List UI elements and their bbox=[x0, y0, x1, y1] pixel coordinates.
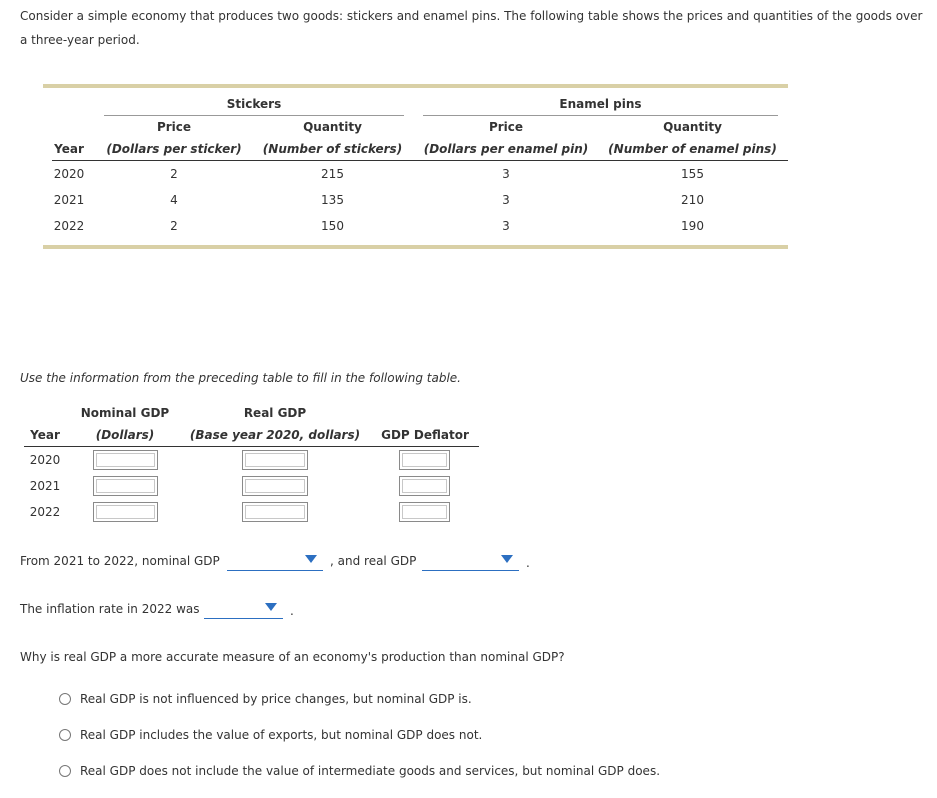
group-rule-stickers bbox=[104, 115, 404, 116]
chevron-down-icon bbox=[265, 603, 277, 611]
table-cell-year: 2021 bbox=[29, 479, 61, 493]
col-header-sticker-price: Price bbox=[156, 120, 192, 134]
radio-button[interactable] bbox=[59, 693, 71, 705]
table-cell-year: 2022 bbox=[29, 505, 61, 519]
table-cell-pin-price: 3 bbox=[502, 167, 510, 181]
intro-text: Consider a simple economy that produces two goods: stickers and enamel pins. The following table shows the prices and quantities of the goods over a three-year period. bbox=[20, 9, 923, 47]
nominal-gdp-2022-input[interactable] bbox=[93, 502, 158, 522]
col-header-real-gdp: Real GDP bbox=[243, 406, 307, 420]
table-cell-year: 2021 bbox=[53, 193, 85, 207]
gdp-deflator-2022-input[interactable] bbox=[399, 502, 450, 522]
nominal-gdp-change-dropdown[interactable] bbox=[227, 552, 323, 571]
col-header-year: Year bbox=[30, 428, 60, 442]
table-cell-pin-price: 3 bbox=[502, 219, 510, 233]
col-unit-real-gdp: (Base year 2020, dollars) bbox=[189, 428, 361, 442]
header-rule bbox=[24, 446, 479, 447]
question-text: Why is real GDP a more accurate measure of an economy's production than nominal GDP? bbox=[20, 650, 565, 664]
real-gdp-2022-input[interactable] bbox=[242, 502, 308, 522]
chevron-down-icon bbox=[501, 555, 513, 563]
table-cell-sticker-quantity: 135 bbox=[321, 193, 344, 207]
real-gdp-2020-input[interactable] bbox=[242, 450, 308, 470]
nominal-gdp-2020-input[interactable] bbox=[93, 450, 158, 470]
chevron-down-icon bbox=[305, 555, 317, 563]
real-gdp-change-dropdown[interactable] bbox=[422, 552, 519, 571]
col-header-sticker-quantity: Quantity bbox=[303, 120, 362, 134]
col-header-pin-price: Price bbox=[488, 120, 524, 134]
answer-option-label[interactable]: Real GDP does not include the value of intermediate goods and services, but nominal GDP does. bbox=[80, 764, 661, 778]
table-cell-pin-quantity: 155 bbox=[681, 167, 704, 181]
sentence-period: . bbox=[526, 556, 530, 570]
col-unit-sticker-quantity: (Number of stickers) bbox=[262, 142, 403, 156]
table-cell-sticker-price: 2 bbox=[170, 167, 178, 181]
table-cell-pin-quantity: 190 bbox=[681, 219, 704, 233]
answer-option-label[interactable]: Real GDP is not influenced by price changes, but nominal GDP is. bbox=[80, 692, 472, 706]
table-cell-sticker-quantity: 150 bbox=[321, 219, 344, 233]
group-header-enamel-pins: Enamel pins bbox=[559, 97, 642, 111]
col-unit-sticker-price: (Dollars per sticker) bbox=[106, 142, 242, 156]
radio-button[interactable] bbox=[59, 729, 71, 741]
group-header-stickers: Stickers bbox=[226, 97, 282, 111]
table-cell-year: 2020 bbox=[53, 167, 85, 181]
col-header-gdp-deflator: GDP Deflator bbox=[381, 428, 469, 442]
instruction-text: Use the information from the preceding table to fill in the following table. bbox=[20, 371, 461, 385]
table-cell-pin-quantity: 210 bbox=[681, 193, 704, 207]
real-gdp-change-prefix: , and real GDP bbox=[330, 554, 417, 568]
col-header-year: Year bbox=[54, 142, 84, 156]
col-unit-pin-quantity: (Number of enamel pins) bbox=[608, 142, 777, 156]
col-header-pin-quantity: Quantity bbox=[663, 120, 722, 134]
col-unit-pin-price: (Dollars per enamel pin) bbox=[423, 142, 589, 156]
inflation-rate-dropdown[interactable] bbox=[204, 600, 283, 619]
table-cell-sticker-price: 2 bbox=[170, 219, 178, 233]
table-cell-pin-price: 3 bbox=[502, 193, 510, 207]
nominal-gdp-2021-input[interactable] bbox=[93, 476, 158, 496]
col-unit-nominal-gdp: (Dollars) bbox=[95, 428, 155, 442]
sentence-period: . bbox=[290, 604, 294, 618]
col-header-nominal-gdp: Nominal GDP bbox=[80, 406, 170, 420]
table-top-border bbox=[43, 84, 788, 88]
inflation-rate-prefix: The inflation rate in 2022 was bbox=[20, 602, 200, 616]
answer-option-label[interactable]: Real GDP includes the value of exports, but nominal GDP does not. bbox=[80, 728, 483, 742]
gdp-deflator-2021-input[interactable] bbox=[399, 476, 450, 496]
header-rule bbox=[52, 160, 788, 161]
table-cell-year: 2020 bbox=[29, 453, 61, 467]
gdp-deflator-2020-input[interactable] bbox=[399, 450, 450, 470]
table-cell-sticker-quantity: 215 bbox=[321, 167, 344, 181]
table-bottom-border bbox=[43, 245, 788, 249]
table-cell-sticker-price: 4 bbox=[170, 193, 178, 207]
group-rule-pins bbox=[423, 115, 778, 116]
real-gdp-2021-input[interactable] bbox=[242, 476, 308, 496]
table-cell-year: 2022 bbox=[53, 219, 85, 233]
radio-button[interactable] bbox=[59, 765, 71, 777]
nominal-gdp-change-prefix: From 2021 to 2022, nominal GDP bbox=[20, 554, 220, 568]
